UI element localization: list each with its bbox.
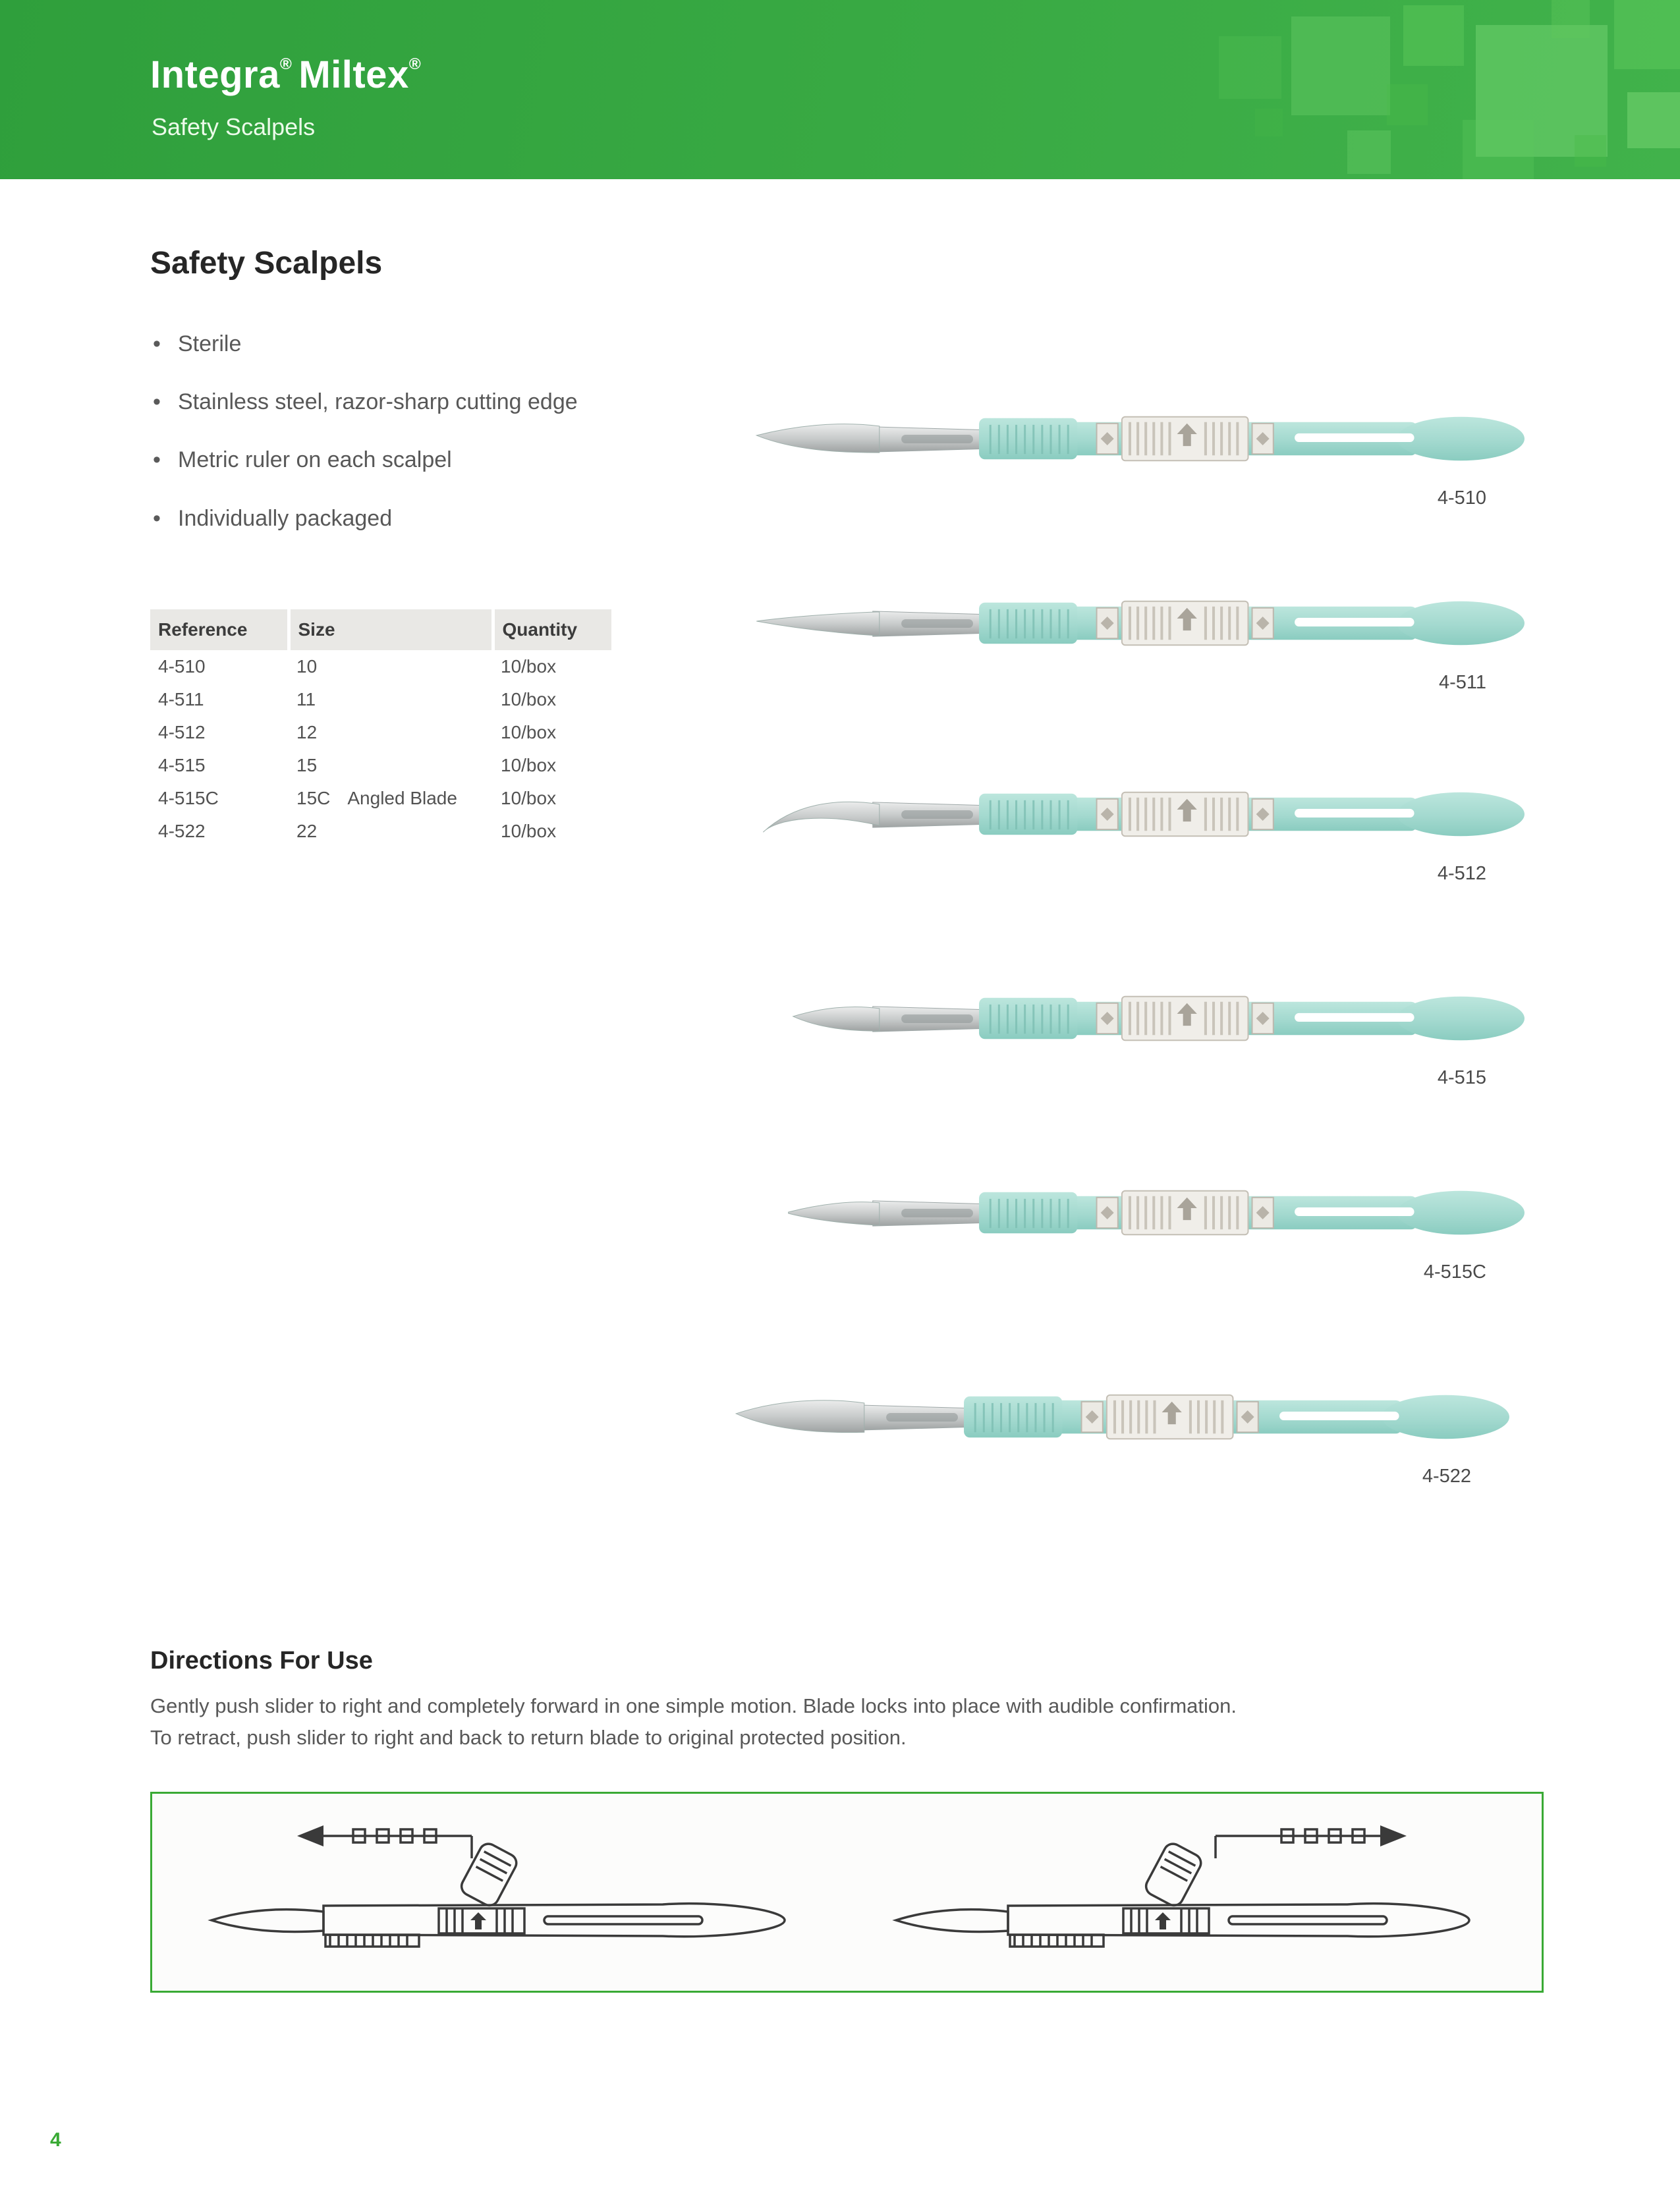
scalpel-photo-4-522 xyxy=(721,1373,1512,1460)
scalpel-photo-4-511 xyxy=(737,580,1527,667)
product-label: 4-522 xyxy=(1422,1466,1471,1487)
scalpel-photo-4-510 xyxy=(737,395,1527,482)
directions-text xyxy=(150,1690,1442,1754)
scalpel-photo-4-515C xyxy=(737,1169,1527,1256)
column-header-size: Size xyxy=(289,609,493,650)
scalpel-photo-4-512 xyxy=(737,771,1527,858)
table-row xyxy=(150,716,611,749)
brand-name-1: Integra xyxy=(150,53,280,96)
table-row xyxy=(150,749,611,782)
registered-mark: ® xyxy=(279,55,293,73)
product-figure-4-515 xyxy=(737,975,1527,1089)
cell-reference: 4-511 xyxy=(158,689,204,709)
cell-reference: 4-510 xyxy=(158,656,206,677)
product-figure-4-512 xyxy=(737,771,1527,885)
product-label: 4-515C xyxy=(1423,1261,1486,1283)
table-row xyxy=(150,683,611,716)
product-figure-4-515C xyxy=(737,1169,1527,1283)
scalpel-photo-4-515 xyxy=(737,975,1527,1062)
product-label: 4-515 xyxy=(1437,1067,1486,1088)
directions-title: Directions For Use xyxy=(150,1647,373,1675)
cell-quantity: 10/box xyxy=(501,689,557,709)
brand-name-2: Miltex xyxy=(298,53,409,96)
product-label: 4-512 xyxy=(1437,863,1486,884)
retract-blade-illustration xyxy=(873,1810,1505,1975)
size-note: Angled Blade xyxy=(347,788,457,808)
table-row xyxy=(150,815,611,848)
right-arrowhead xyxy=(1380,1825,1407,1846)
feature-item: • Sterile xyxy=(153,329,746,358)
feature-item: • Stainless steel, razor-sharp cutting edge xyxy=(153,387,746,416)
cell-reference: 4-515 xyxy=(158,755,206,775)
directions-illustration-box xyxy=(150,1792,1544,1993)
table-row xyxy=(150,650,611,683)
page-header xyxy=(0,0,1680,179)
extend-blade-illustration xyxy=(188,1810,821,1975)
feature-list xyxy=(153,329,746,562)
cell-quantity: 10/box xyxy=(501,722,557,742)
brand-title xyxy=(150,53,421,97)
registered-mark: ® xyxy=(408,55,422,73)
cell-size: 11 xyxy=(296,689,316,709)
cell-quantity: 10/box xyxy=(501,656,557,677)
table-row xyxy=(150,782,611,815)
cell-size: 22 xyxy=(296,821,318,841)
product-table xyxy=(150,609,611,848)
product-figure-4-510 xyxy=(737,395,1527,509)
cell-size: 15C Angled Blade xyxy=(296,788,457,808)
directions-line-1: Gently push slider to right and completely forward in one simple motion. Blade locks into place with audible confirmation. xyxy=(150,1694,1237,1717)
cell-quantity: 10/box xyxy=(501,821,557,841)
product-label: 4-510 xyxy=(1437,487,1486,509)
left-arrowhead xyxy=(297,1825,323,1846)
cell-reference: 4-522 xyxy=(158,821,206,841)
cell-size: 10 xyxy=(296,656,318,677)
page-title: Safety Scalpels xyxy=(150,246,383,281)
product-label: 4-511 xyxy=(1438,672,1486,693)
feature-item: • Individually packaged xyxy=(153,504,746,533)
product-figure-4-522 xyxy=(721,1373,1512,1487)
column-header-reference: Reference xyxy=(150,609,289,650)
table-header-row xyxy=(150,609,611,650)
cell-size: 15 xyxy=(296,755,318,775)
cell-quantity: 10/box xyxy=(501,788,557,808)
cell-reference: 4-515C xyxy=(158,788,219,808)
cell-reference: 4-512 xyxy=(158,722,206,742)
page-number: 4 xyxy=(50,2129,61,2151)
column-header-quantity: Quantity xyxy=(493,609,611,650)
cell-size: 12 xyxy=(296,722,318,742)
cell-quantity: 10/box xyxy=(501,755,557,775)
feature-item: • Metric ruler on each scalpel xyxy=(153,445,746,474)
directions-line-2: To retract, push slider to right and back to return blade to original protected position. xyxy=(150,1726,907,1750)
header-subtitle: Safety Scalpels xyxy=(152,113,316,140)
product-figure-4-511 xyxy=(737,580,1527,694)
